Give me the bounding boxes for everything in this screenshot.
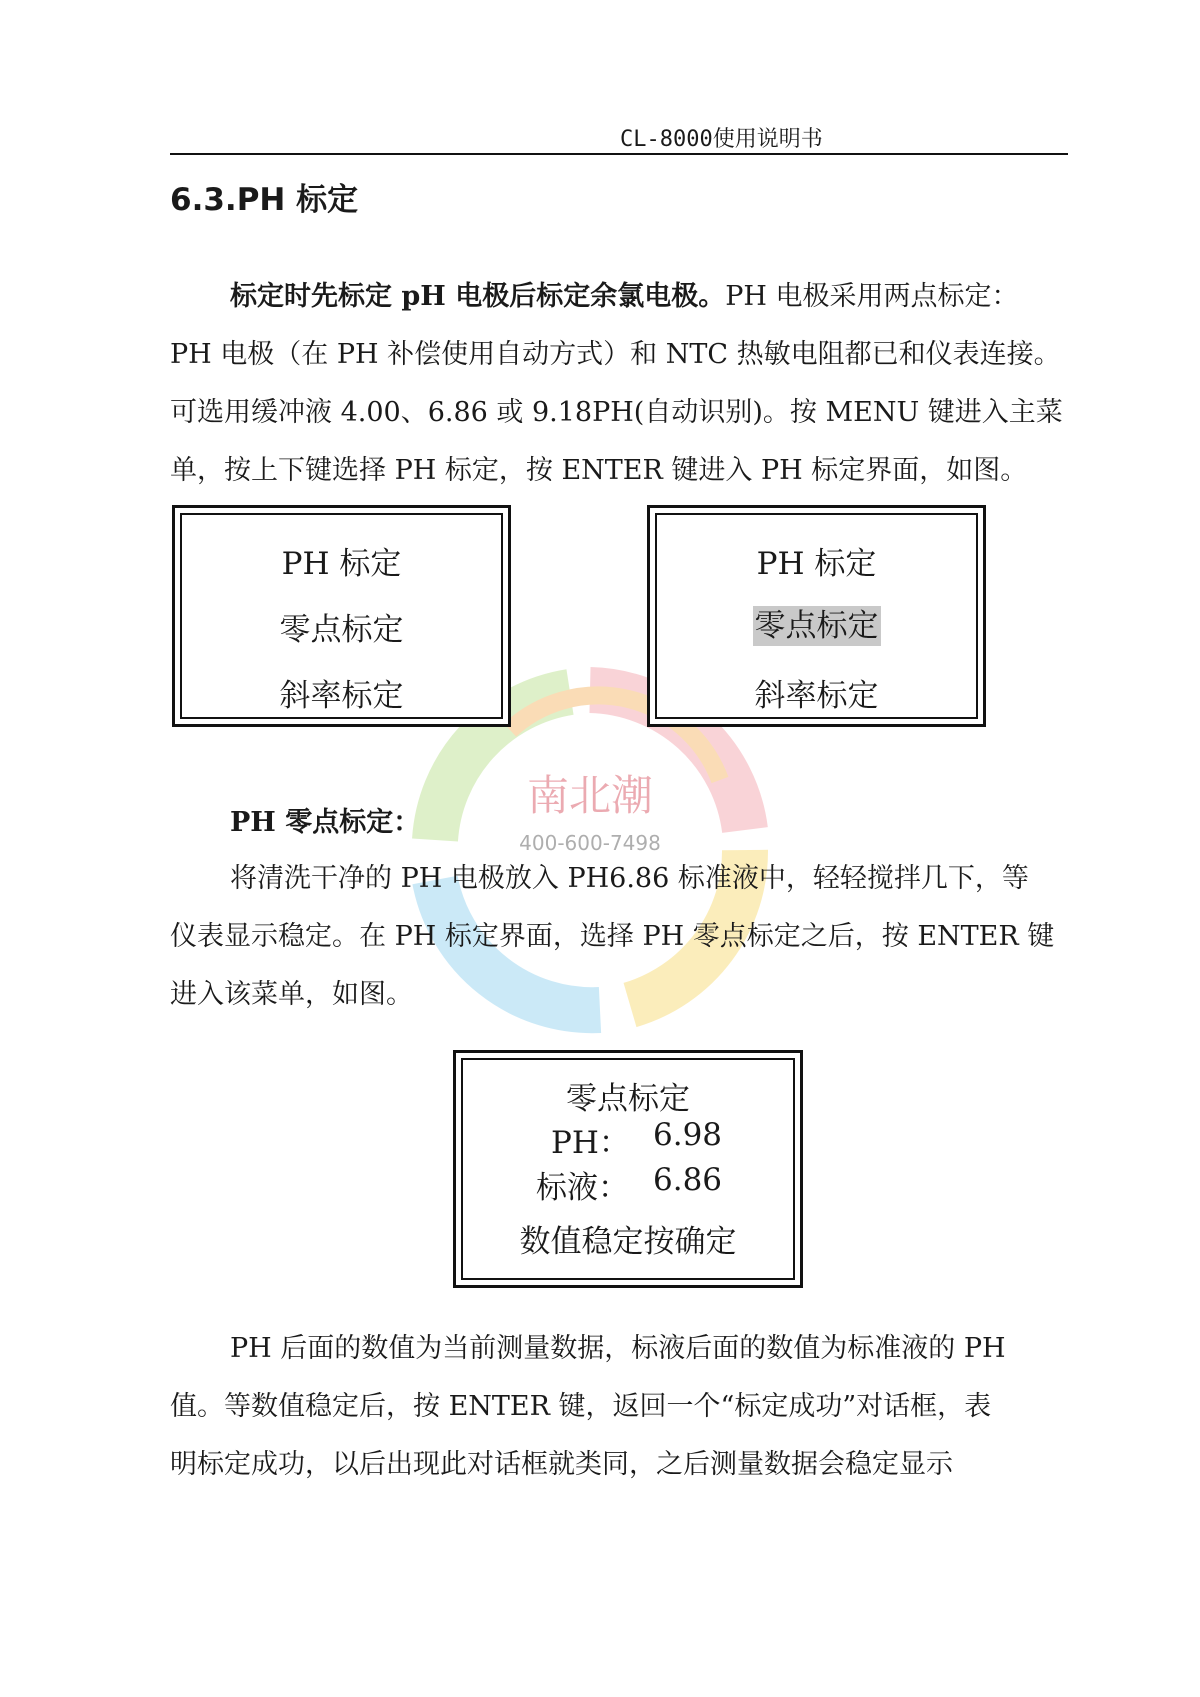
intro-line-1 [170,268,1070,326]
closing-paragraph [170,1320,1070,1494]
ph-reading-value: 6.98 [653,1117,723,1153]
intro-line-4: 单，按上下键选择 PH 标定，按 ENTER 键进入 PH 标定界面，如图。 [170,455,1028,486]
closing-line-2: 值。等数值稳定后，按 ENTER 键，返回一个“标定成功”对话框，表 [170,1391,992,1422]
closing-line-3: 明标定成功，以后出现此对话框就类同，之后测量数据会稳定显示 [170,1449,953,1480]
zero-calibration-screen [453,1050,803,1288]
menu-item-zero-calibration: 零点标定 [279,612,404,648]
ph-reading-label: PH： [551,1125,630,1161]
intro-line-3: 可选用缓冲液 4.00、6.86 或 9.18PH(自动识别)。按 MENU 键进入主菜 [170,397,1063,428]
zero-line-2: 仪表显示稳定。在 PH 标定界面，选择 PH 零点标定之后，按 ENTER 键 [170,921,1055,952]
selected-item-label: 零点标定 [754,608,879,644]
standard-solution-value: 6.86 [653,1162,723,1198]
zero-screen-title: 零点标定 [566,1081,690,1117]
intro-line-1-rest: PH 电极采用两点标定： [725,281,1019,312]
menu-title: PH 标定 [756,546,877,582]
closing-line-1: PH 后面的数值为当前测量数据，标液后面的数值为标准液的 PH [230,1333,1006,1364]
section-heading: 6.3.PH 标定 [170,182,359,218]
document-header-title: CL-8000使用说明书 [620,127,823,152]
watermark-brand: 南北潮 [526,771,654,820]
menu-item-zero-calibration-selected [650,600,983,645]
ph-calibration-menu-screen [172,505,511,727]
zero-calibration-paragraph [170,850,1070,1024]
standard-solution-label: 标液： [536,1170,629,1206]
zero-line-1: 将清洗干净的 PH 电极放入 PH6.86 标准液中，轻轻搅拌几下，等 [230,863,1029,894]
menu-item-slope-calibration: 斜率标定 [279,678,404,714]
header-divider [170,153,1068,155]
intro-line-2: PH 电极（在 PH 补偿使用自动方式）和 NTC 热敏电阻都已和仪表连接。 [170,339,1061,370]
ph-calibration-menu-screen-selected [647,505,986,727]
watermark-phone: 400-600-7498 [519,831,661,855]
intro-bold-lead: 标定时先标定 pH 电极后标定余氯电极。 [230,281,726,312]
zero-line-3: 进入该菜单，如图。 [170,979,413,1010]
zero-calibration-heading: PH 零点标定： [230,807,421,838]
menu-item-slope-calibration: 斜率标定 [754,678,879,714]
menu-title: PH 标定 [281,546,402,582]
stable-confirm-prompt: 数值稳定按确定 [519,1224,737,1260]
intro-paragraph [170,268,1070,500]
